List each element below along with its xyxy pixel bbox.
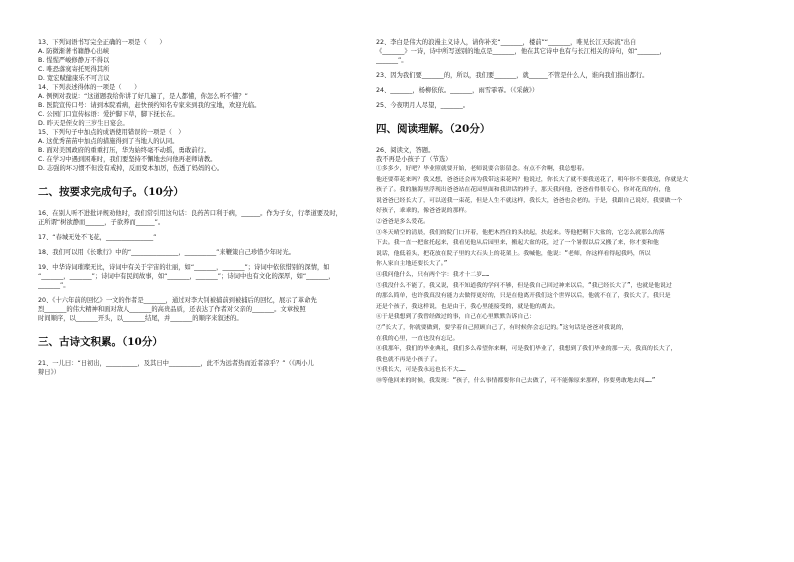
option-b: B. 医院宣传口号：请到本院看病，赶快预约知名专家来到我的宝地，欢迎光临。	[38, 102, 261, 109]
passage-line: 说爸爸已经长大了，可以送我一束花，但是人生不就这样，我长大，爸爸也会老的。于是，我跟自己说好，我要做一个	[376, 197, 683, 204]
question-14	[38, 83, 368, 128]
option-c: C. 唯恐落寞寄托死得其所	[38, 66, 110, 73]
option-d: D. 昨天是侄女的三岁生日宴会。	[38, 120, 129, 127]
option-d: D. 志强的坏习惯不但没有戒掉，反而变本加厉，伤透了妈妈的心。	[38, 165, 224, 172]
question-26	[376, 146, 756, 164]
passage-line: 下去。我一直一把盆托起来，我看见他从后园里来，搬起大盆的花，过了一个暑假以后又搬了来，你才要和他	[376, 240, 659, 247]
question-23: 23、因为我们要_______的，所以，我们要_______，就______不管是什么人，谁向我们指出都行。	[376, 72, 649, 79]
option-a: A. 防微渐著书籍静心出峡	[38, 48, 110, 55]
passage-line: ⑩等他回来的时候，我发现：“孩子，什么事情都要你自己去做了，可不能像原来那样，你要勇敢地去闯……”	[376, 377, 656, 384]
passage-line: 在我的心里，一直也没有忘记。	[376, 335, 459, 342]
passage-line: ⑧我那年，我们的毕业典礼，我们多么希望你来啊，可是我们毕业了，我想到了我们毕业的那一天，我真的长大了，	[376, 346, 677, 353]
question-22-line: 《_______》一诗，诗中所写送别的地点是_______，他在其它诗中也有与长江相关的诗句，如“_______，	[376, 48, 666, 55]
question-20-line: 烈_______的伟大精神和面对敌人_______的高贵品质，还表达了作者对父亲的_______。文章按照	[38, 306, 306, 313]
question-20-line: 时间顺序，以_______开头，以_______结尾，并_______的顺序来叙述的。	[38, 315, 243, 322]
question-21-line: 21、一儿曰：“日初出，__________，及其日中__________，此不为远者热而近者凉乎？”（《两小儿	[38, 360, 314, 367]
passage-line: ⑤我没什么不能了，我又说，我不知道我的学问不够，但是我自己回过神来以后，“我已经长大了”，也就是他说过	[376, 282, 672, 289]
question-18: 18、我们可以用《长歌行》中的“_______________，__________”来鞭策自己珍惜少年时光。	[38, 249, 295, 256]
option-b: B. 惺惺严峻修静万不得以	[38, 57, 110, 64]
reading-passage	[376, 164, 756, 386]
passage-line: 的那么简单，也许我真没有能力去做得更好的，只是在他离开我们这个世界以后，他就不在了，我长大了，我只是	[376, 293, 671, 300]
question-21-line: 辩日》）	[38, 369, 61, 376]
question-15	[38, 128, 368, 173]
section-heading-2: 二、按要求完成句子。（10分）	[38, 186, 184, 198]
question-13-stem: 13、下列词语书写完全正确的一项是（ ）	[38, 39, 166, 46]
passage-line: ④我问他什么，只有两个字：我才十二岁……	[376, 271, 490, 278]
passage-line: ⑦“长大了，你就要做到，要学着自己照顾自己了，有时候你会忘记的。”这句话是爸爸对我说的，	[376, 324, 628, 331]
question-19	[38, 263, 368, 290]
passage-line: ②爸爸是多么爱花。	[376, 218, 430, 225]
question-13	[38, 38, 368, 83]
passage-line: ①多多少，好吧？毕业照就要开始，老师说要合影留念。有点不舍啊，我总想着。	[376, 166, 589, 172]
question-26-stem: 26、阅读文，答题。	[376, 147, 435, 154]
question-16-line: 16、在别人听不进批评规劝他时，我们常引用这句话：良药苦口利于病，______。作为子女，行孝道要及时，	[38, 210, 342, 217]
question-25: 25、今夜明月人尽望，_______。	[376, 102, 470, 109]
passage-line: 他还要带花来吗？我又想，爸爸还会再为我带这束花吗？他说过，你长大了就不要我送花了，明年你不要我送，你就是大	[376, 176, 689, 183]
option-d: D. 宽宏赋健康乐不可言议	[38, 75, 110, 82]
passage-title: 我不再是小孩子了（节选）	[376, 156, 452, 163]
option-b: B. 面对美国政府的重重打压，华为始终毫不动摇，勇敢前行。	[38, 147, 211, 154]
passage-line: 还是个孩子，我这样说，也是由于，我心里能接受的，就是他的离去。	[376, 303, 559, 310]
passage-line: 你人家自主地还要长大了。”	[376, 261, 448, 268]
question-16	[38, 209, 368, 227]
passage-line: ⑥于是我想到了我曾经做过的事，自己在心里默默告诉自己：	[376, 314, 536, 321]
passage-line: 孩子了。我的脑海里浮现出爸爸站在花园里面和我讲话的样子，那天我问他，爸爸看得很专心，你对花真的有，他	[376, 187, 671, 194]
question-22-line: _______”。	[376, 57, 408, 64]
section-heading-3: 三、古诗文积累。（10分）	[38, 336, 163, 348]
question-19-line: “_______，_______”；诗词中有民间故事，如“_______，_______”；诗词中也有文化的深厚，如“_______，	[38, 273, 335, 280]
option-a: A. 例例对我说：“这道题我给你讲了好几遍了，是人都懂，你怎么听不懂？”	[38, 93, 248, 100]
question-22	[376, 38, 756, 65]
question-17: 17、“春城无处不飞花，_______________”	[38, 234, 157, 241]
option-c: C. 公园门口宣传标语：爱护脚下草，脚下抚长在。	[38, 111, 179, 118]
section-heading-4: 四、阅读理解。（20分）	[376, 123, 491, 135]
option-c: C. 在学习中遇到困难时，我们要坚持不懈地去问他再老师请教。	[38, 156, 217, 163]
question-14-stem: 14、下列表述得体的一项是（ ）	[38, 84, 141, 91]
passage-line: ⑨我长大，可是我永远也长不大……	[376, 367, 466, 374]
passage-line: ③冬天晴空的清晨，我们的院门口开着，他把木挡住的头扶起，扶起来。等他把剩下大盆的，它怎么就那么的落	[376, 229, 665, 236]
passage-line: 好孩子，乖乖的，像爸爸说的那样。	[376, 208, 471, 215]
question-20	[38, 296, 368, 323]
question-19-line: _______”。	[38, 282, 70, 289]
right-column	[376, 38, 756, 386]
passage-line: 说话，他低着头，把花放在院子里的大石头上的花架上。我喊他，他说：“老师，你这样看得起我吗，所以	[376, 250, 651, 257]
question-20-line: 20、《十六年前的回忆》一文的作者是_______，通过对李大钊被捕前到被捕后的回忆，展示了革命先	[38, 297, 317, 304]
left-column	[38, 38, 368, 377]
question-16-line: 正所谓“树欲静而______，子欲养而______”。	[38, 219, 165, 226]
question-15-stem: 15、下列句子中加点的成语使用错误的一项是（ ）	[38, 129, 185, 136]
question-21	[38, 359, 368, 377]
question-19-line: 19、中华诗词璀璨无比，诗词中有关于宇宙的壮丽，如“_______，_______”；诗词中依依惜别的深情，如	[38, 264, 330, 271]
question-22-line: 22、李白是伟大的浪漫主义诗人，请你补充“_______，楼前”“_______，唯见长江天际流”出自	[376, 39, 637, 46]
option-a: A. 这优秀苗苗中加点的措施得到了当地人的认同。	[38, 138, 179, 145]
passage-line: 我也就不再是小孩子了。	[376, 356, 441, 363]
question-24: 24、_______，杨柳依依。_______，雨雪霏霏。（《采薇》）	[376, 87, 539, 94]
